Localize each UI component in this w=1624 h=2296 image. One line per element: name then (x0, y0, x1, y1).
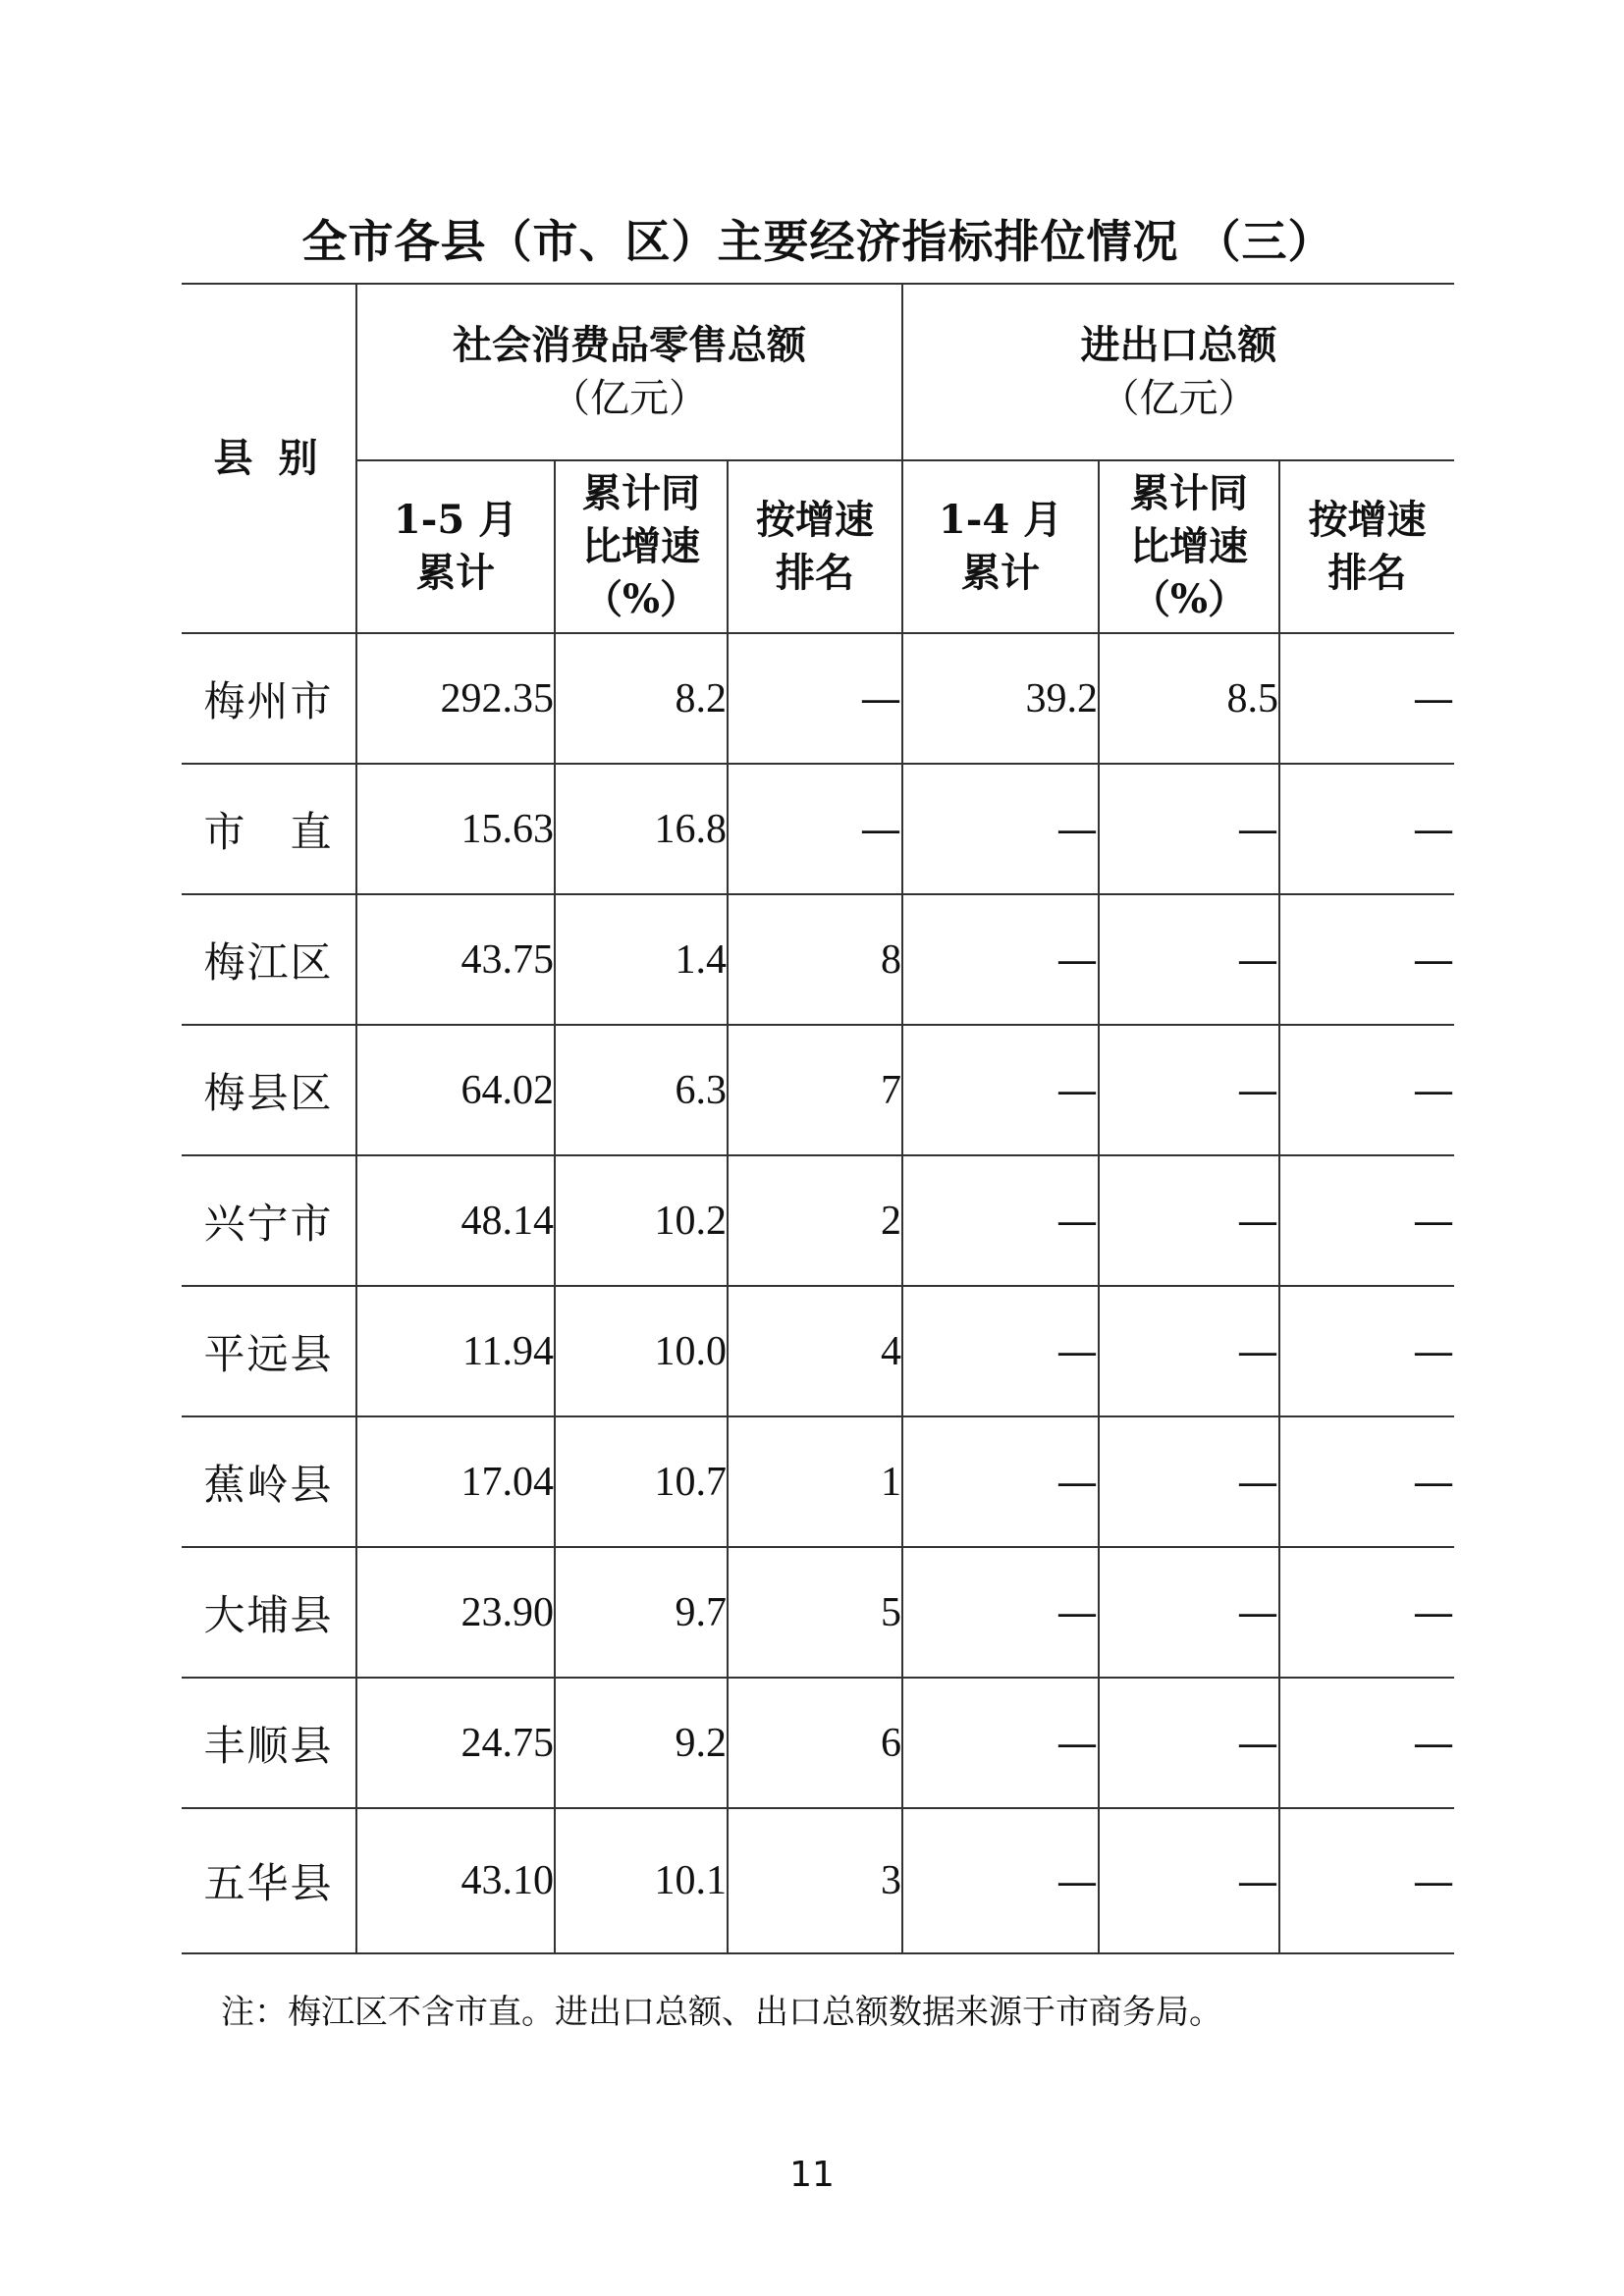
retail-cumulative-header (356, 460, 555, 633)
county-cell: 丰顺县 (182, 1678, 356, 1808)
trade-rank-cell: — (1279, 1155, 1454, 1286)
retail-value-cell: 43.10 (356, 1808, 555, 1953)
retail-value-cell: 292.35 (356, 633, 555, 764)
retail-rank-cell: 1 (728, 1416, 902, 1547)
retail-rank-header-line1: 按增速 (756, 497, 875, 543)
county-cell: 梅江区 (182, 894, 356, 1025)
trade-growth-cell: — (1099, 1678, 1279, 1808)
trade-cumulative-header-line1: 1-4 月 (938, 497, 1063, 543)
trade-group-unit: （亿元） (1100, 376, 1258, 421)
retail-value-cell: 11.94 (356, 1286, 555, 1416)
trade-cumulative-header (902, 460, 1099, 633)
retail-growth-cell: 8.2 (555, 633, 728, 764)
trade-group-header (902, 284, 1454, 460)
county-cell: 梅县区 (182, 1025, 356, 1155)
trade-rank-cell: — (1279, 1286, 1454, 1416)
trade-value-cell: — (902, 1286, 1099, 1416)
trade-rank-cell: — (1279, 633, 1454, 764)
retail-growth-cell: 9.2 (555, 1678, 728, 1808)
trade-growth-header-line3: （%） (1131, 576, 1248, 622)
trade-rank-cell: — (1279, 894, 1454, 1025)
trade-value-cell: — (902, 764, 1099, 894)
retail-growth-header (555, 460, 728, 633)
trade-growth-header-line1: 累计同 (1130, 470, 1249, 516)
trade-cumulative-header-line2: 累计 (961, 550, 1041, 596)
retail-growth-cell: 10.0 (555, 1286, 728, 1416)
retail-group-header (356, 284, 902, 460)
table-row (182, 894, 1454, 1025)
trade-growth-cell: — (1099, 1025, 1279, 1155)
trade-value-cell: — (902, 1678, 1099, 1808)
page-number: 11 (789, 2155, 835, 2195)
retail-rank-cell: 3 (728, 1808, 902, 1953)
trade-value-cell: 39.2 (902, 633, 1099, 764)
trade-group-title: 进出口总额 (1080, 322, 1277, 368)
retail-value-cell: 43.75 (356, 894, 555, 1025)
trade-value-cell: — (902, 894, 1099, 1025)
retail-growth-cell: 10.7 (555, 1416, 728, 1547)
trade-growth-cell: — (1099, 1416, 1279, 1547)
trade-growth-cell: 8.5 (1099, 633, 1279, 764)
retail-rank-cell: 2 (728, 1155, 902, 1286)
retail-growth-cell: 6.3 (555, 1025, 728, 1155)
retail-value-cell: 64.02 (356, 1025, 555, 1155)
table-row (182, 1808, 1454, 1953)
county-cell: 蕉岭县 (182, 1416, 356, 1547)
county-header: 县 别 (182, 284, 356, 633)
table-row (182, 1678, 1454, 1808)
table-row (182, 1547, 1454, 1678)
retail-growth-cell: 16.8 (555, 764, 728, 894)
retail-rank-header-line2: 排名 (776, 550, 855, 596)
retail-value-cell: 48.14 (356, 1155, 555, 1286)
table-row (182, 764, 1454, 894)
retail-value-cell: 23.90 (356, 1547, 555, 1678)
retail-rank-cell: 6 (728, 1678, 902, 1808)
retail-rank-cell: — (728, 764, 902, 894)
trade-rank-cell: — (1279, 1416, 1454, 1547)
retail-rank-cell: 5 (728, 1547, 902, 1678)
trade-rank-header (1279, 460, 1454, 633)
retail-cumulative-header-line2: 累计 (416, 550, 495, 596)
trade-value-cell: — (902, 1547, 1099, 1678)
trade-value-cell: — (902, 1025, 1099, 1155)
county-cell: 兴宁市 (182, 1155, 356, 1286)
county-cell: 梅州市 (182, 633, 356, 764)
trade-rank-header-line2: 排名 (1327, 550, 1407, 596)
retail-growth-cell: 9.7 (555, 1547, 728, 1678)
table-row (182, 633, 1454, 764)
table-row (182, 1286, 1454, 1416)
retail-rank-header (728, 460, 902, 633)
footnote: 注：梅江区不含市直。进出口总额、出口总额数据来源于市商务局。 (221, 1993, 1222, 2032)
county-cell: 平远县 (182, 1286, 356, 1416)
county-cell: 市 直 (182, 764, 356, 894)
retail-rank-cell: 7 (728, 1025, 902, 1155)
retail-value-cell: 24.75 (356, 1678, 555, 1808)
retail-growth-cell: 10.1 (555, 1808, 728, 1953)
retail-growth-header-line3: （%） (582, 576, 699, 622)
trade-growth-cell: — (1099, 894, 1279, 1025)
retail-rank-cell: 8 (728, 894, 902, 1025)
retail-growth-header-line2: 比增速 (582, 523, 700, 569)
trade-rank-cell: — (1279, 764, 1454, 894)
trade-growth-header (1099, 460, 1279, 633)
trade-growth-header-line2: 比增速 (1130, 523, 1249, 569)
table-row (182, 1416, 1454, 1547)
retail-rank-cell: — (728, 633, 902, 764)
trade-growth-cell: — (1099, 1286, 1279, 1416)
trade-value-cell: — (902, 1155, 1099, 1286)
trade-growth-cell: — (1099, 1808, 1279, 1953)
trade-rank-header-line1: 按增速 (1308, 497, 1427, 543)
retail-value-cell: 15.63 (356, 764, 555, 894)
retail-growth-header-line1: 累计同 (582, 470, 700, 516)
trade-rank-cell: — (1279, 1025, 1454, 1155)
trade-value-cell: — (902, 1416, 1099, 1547)
page-title: 全市各县（市、区）主要经济指标排位情况 （三） (301, 215, 1334, 268)
trade-growth-cell: — (1099, 764, 1279, 894)
county-cell: 大埔县 (182, 1547, 356, 1678)
retail-value-cell: 17.04 (356, 1416, 555, 1547)
county-cell: 五华县 (182, 1808, 356, 1953)
retail-growth-cell: 10.2 (555, 1155, 728, 1286)
trade-rank-cell: — (1279, 1808, 1454, 1953)
retail-cumulative-header-line1: 1-5 月 (393, 497, 518, 543)
retail-group-unit: （亿元） (551, 376, 709, 421)
trade-rank-cell: — (1279, 1678, 1454, 1808)
table-row (182, 1025, 1454, 1155)
retail-group-title: 社会消费品零售总额 (453, 322, 807, 368)
trade-rank-cell: — (1279, 1547, 1454, 1678)
trade-growth-cell: — (1099, 1155, 1279, 1286)
trade-growth-cell: — (1099, 1547, 1279, 1678)
retail-rank-cell: 4 (728, 1286, 902, 1416)
indicator-table (182, 283, 1454, 1954)
trade-value-cell: — (902, 1808, 1099, 1953)
retail-growth-cell: 1.4 (555, 894, 728, 1025)
table-row (182, 1155, 1454, 1286)
